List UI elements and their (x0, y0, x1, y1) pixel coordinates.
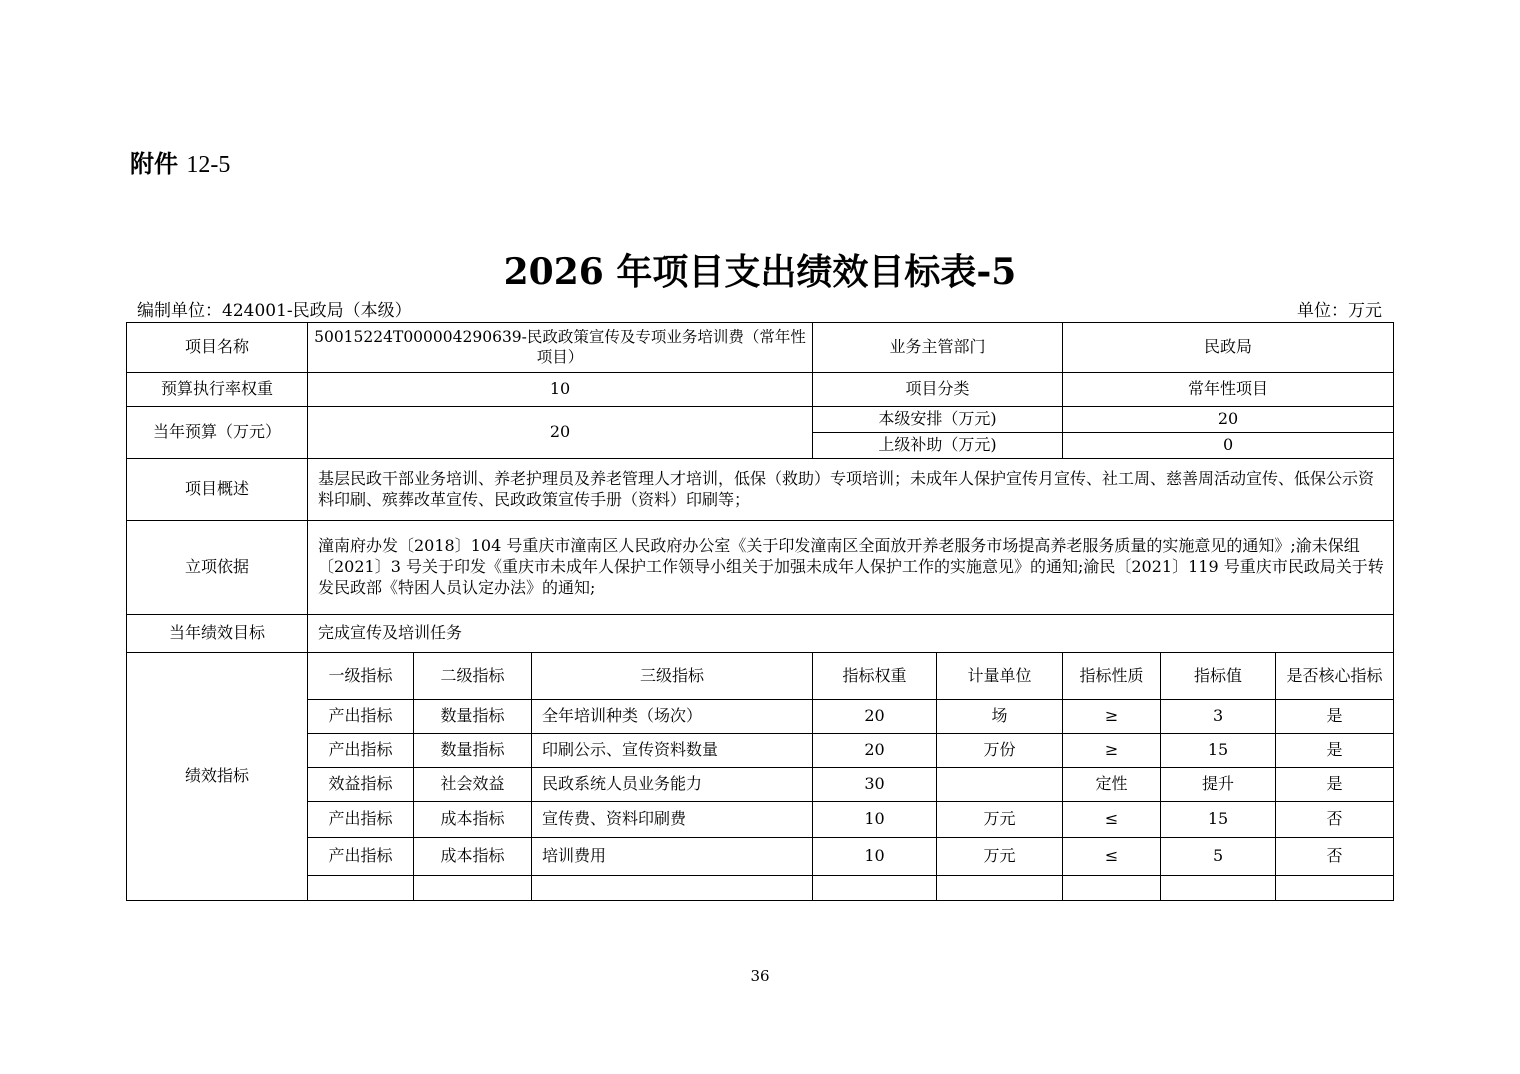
empty-cell (414, 876, 532, 901)
level2-cell: 成本指标 (414, 838, 532, 876)
indicator-row (127, 802, 1394, 838)
level3-cell: 宣传费、资料印刷费 (532, 802, 813, 838)
weight-cell: 20 (813, 700, 937, 734)
indicators-label: 绩效指标 (127, 653, 308, 901)
basis-value: 潼南府办发〔2018〕104 号重庆市潼南区人民政府办公室《关于印发潼南区全面放开养老服务市场提高养老服务质量的实施意见的通知》;渝未保组〔2021〕3 号关于印发《重庆市未成年人保护工作领导小组关于加强未成年人保护工作的实施意见》的通知;渝民〔2021〕119 号重庆市民政局关于转发民政部《特困人员认定办法》的通知; (308, 521, 1394, 615)
indicator-row (127, 768, 1394, 802)
budget-label: 当年预算（万元） (127, 407, 308, 459)
level1-cell: 产出指标 (308, 838, 414, 876)
nature-cell: ≤ (1063, 802, 1161, 838)
level3-cell: 印刷公示、宣传资料数量 (532, 734, 813, 768)
core-cell: 否 (1276, 838, 1394, 876)
header-level2: 二级指标 (414, 653, 532, 700)
level3-cell: 民政系统人员业务能力 (532, 768, 813, 802)
project-name-value: 50015224T000004290639-民政政策宣传及专项业务培训费（常年性项目） (308, 323, 813, 373)
currency-unit: 单位：万元 (1297, 301, 1382, 321)
core-cell: 是 (1276, 734, 1394, 768)
core-cell: 否 (1276, 802, 1394, 838)
table-row (127, 407, 1394, 433)
level2-cell: 数量指标 (414, 734, 532, 768)
empty-cell (937, 876, 1063, 901)
goal-value: 完成宣传及培训任务 (308, 615, 1394, 653)
attachment-number: 12-5 (186, 152, 231, 178)
attachment-label (130, 144, 230, 179)
table-row (127, 373, 1394, 407)
nature-cell: ≥ (1063, 734, 1161, 768)
header-level3: 三级指标 (532, 653, 813, 700)
value-cell: 15 (1161, 802, 1276, 838)
page-number: 36 (750, 967, 770, 985)
local-arrangement-label: 本级安排（万元) (813, 407, 1063, 433)
value-cell: 3 (1161, 700, 1276, 734)
local-arrangement-value: 20 (1063, 407, 1394, 433)
budget-value: 20 (308, 407, 813, 459)
indicator-row (127, 700, 1394, 734)
value-cell: 5 (1161, 838, 1276, 876)
weight-cell: 30 (813, 768, 937, 802)
weight-cell: 10 (813, 802, 937, 838)
table-row (127, 459, 1394, 521)
page-title: 2026 年项目支出绩效目标表-5 (503, 251, 1017, 293)
indicator-row (127, 838, 1394, 876)
level1-cell: 产出指标 (308, 734, 414, 768)
overview-label: 项目概述 (127, 459, 308, 521)
level2-cell: 成本指标 (414, 802, 532, 838)
level1-cell: 产出指标 (308, 700, 414, 734)
level3-cell: 培训费用 (532, 838, 813, 876)
empty-cell (1063, 876, 1161, 901)
header-weight: 指标权重 (813, 653, 937, 700)
indicator-row (127, 734, 1394, 768)
unit-cell (937, 768, 1063, 802)
performance-target-table (126, 322, 1394, 901)
department-label: 业务主管部门 (813, 323, 1063, 373)
empty-cell (308, 876, 414, 901)
project-name-label: 项目名称 (127, 323, 308, 373)
department-value: 民政局 (1063, 323, 1394, 373)
table-row (127, 521, 1394, 615)
unit-cell: 万份 (937, 734, 1063, 768)
nature-cell: ≥ (1063, 700, 1161, 734)
weight-value: 10 (308, 373, 813, 407)
header-unit: 计量单位 (937, 653, 1063, 700)
level1-cell: 产出指标 (308, 802, 414, 838)
empty-cell (1161, 876, 1276, 901)
empty-cell (1276, 876, 1394, 901)
category-label: 项目分类 (813, 373, 1063, 407)
core-cell: 是 (1276, 768, 1394, 802)
weight-cell: 20 (813, 734, 937, 768)
unit-cell: 万元 (937, 838, 1063, 876)
value-cell: 15 (1161, 734, 1276, 768)
weight-label: 预算执行率权重 (127, 373, 308, 407)
level2-cell: 社会效益 (414, 768, 532, 802)
attachment-label-text: 附件 (130, 150, 178, 178)
superior-subsidy-value: 0 (1063, 433, 1394, 459)
basis-label: 立项依据 (127, 521, 308, 615)
table-row (127, 615, 1394, 653)
level3-cell: 全年培训种类（场次） (532, 700, 813, 734)
header-core: 是否核心指标 (1276, 653, 1394, 700)
overview-value: 基层民政干部业务培训、养老护理员及养老管理人才培训，低保（救助）专项培训；未成年人保护宣传月宣传、社工周、慈善周活动宣传、低保公示资料印刷、殡葬改革宣传、民政政策宣传手册（资料）印刷等； (308, 459, 1394, 521)
indicator-header-row (127, 653, 1394, 700)
weight-cell: 10 (813, 838, 937, 876)
nature-cell: ≤ (1063, 838, 1161, 876)
level2-cell: 数量指标 (414, 700, 532, 734)
header-value: 指标值 (1161, 653, 1276, 700)
superior-subsidy-label: 上级补助（万元) (813, 433, 1063, 459)
goal-label: 当年绩效目标 (127, 615, 308, 653)
empty-cell (532, 876, 813, 901)
nature-cell: 定性 (1063, 768, 1161, 802)
empty-cell (813, 876, 937, 901)
indicator-row-empty (127, 876, 1394, 901)
core-cell: 是 (1276, 700, 1394, 734)
table-row (127, 323, 1394, 373)
compiling-unit: 编制单位：424001-民政局（本级） (137, 301, 412, 321)
header-nature: 指标性质 (1063, 653, 1161, 700)
category-value: 常年性项目 (1063, 373, 1394, 407)
value-cell: 提升 (1161, 768, 1276, 802)
level1-cell: 效益指标 (308, 768, 414, 802)
unit-cell: 万元 (937, 802, 1063, 838)
unit-cell: 场 (937, 700, 1063, 734)
header-level1: 一级指标 (308, 653, 414, 700)
